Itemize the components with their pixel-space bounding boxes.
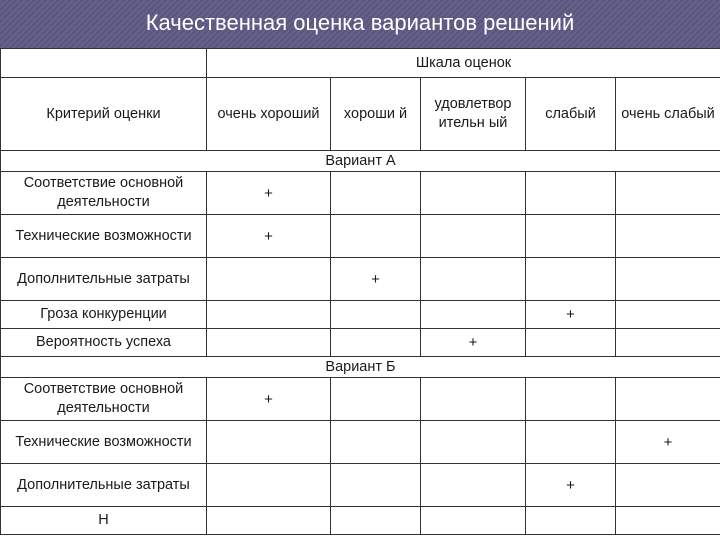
criterion-name: Гроза конкуренции	[1, 301, 207, 329]
grade-cell	[616, 507, 720, 535]
grade-mark: +	[526, 301, 616, 329]
grade-cell	[616, 172, 720, 215]
grade-mark: +	[331, 258, 421, 301]
scale-header-row	[1, 49, 720, 78]
grade-cell	[421, 172, 526, 215]
grade-cell	[331, 464, 421, 507]
grade-cell	[526, 421, 616, 464]
grade-cell	[207, 421, 331, 464]
grade-cell	[421, 301, 526, 329]
grade-cell	[616, 215, 720, 258]
variant-row	[1, 151, 720, 172]
grade-cell	[421, 421, 526, 464]
grade-header: хороши й	[331, 78, 421, 151]
criterion-row	[1, 329, 720, 357]
grade-cell	[526, 507, 616, 535]
criterion-name: Н	[1, 507, 207, 535]
grade-cell	[331, 421, 421, 464]
grade-cell	[526, 172, 616, 215]
variant-title: Вариант А	[1, 151, 720, 172]
grades-header-row	[1, 78, 720, 151]
grade-cell	[616, 464, 720, 507]
grade-mark: +	[526, 464, 616, 507]
grade-mark: +	[207, 172, 331, 215]
grade-cell	[207, 464, 331, 507]
grade-mark: +	[421, 329, 526, 357]
criterion-row	[1, 258, 720, 301]
criterion-name: Вероятность успеха	[1, 329, 207, 357]
grade-cell	[421, 258, 526, 301]
grade-cell	[421, 378, 526, 421]
grade-cell	[526, 378, 616, 421]
criterion-row	[1, 378, 720, 421]
grade-mark: +	[207, 215, 331, 258]
grade-cell	[616, 258, 720, 301]
grade-cell	[526, 329, 616, 357]
grade-cell	[207, 329, 331, 357]
variant-row	[1, 357, 720, 378]
grade-cell	[331, 172, 421, 215]
grade-header: удовлетвор ительн ый	[421, 78, 526, 151]
evaluation-table	[0, 48, 720, 535]
criterion-row	[1, 301, 720, 329]
grade-mark: +	[207, 378, 331, 421]
evaluation-sheet	[0, 48, 720, 540]
grade-cell	[207, 258, 331, 301]
criterion-name: Технические возможности	[1, 421, 207, 464]
grade-cell	[616, 301, 720, 329]
grade-cell	[616, 378, 720, 421]
grade-header: очень хороший	[207, 78, 331, 151]
slide-title: Качественная оценка вариантов решений	[145, 10, 575, 35]
criterion-name: Соответствие основной деятельности	[1, 172, 207, 215]
grade-cell	[616, 329, 720, 357]
criterion-row	[1, 464, 720, 507]
grade-cell	[331, 507, 421, 535]
criterion-name: Технические возможности	[1, 215, 207, 258]
variant-title: Вариант Б	[1, 357, 720, 378]
grade-header: очень слабый	[616, 78, 720, 151]
criterion-header: Критерий оценки	[1, 78, 207, 151]
criterion-row	[1, 215, 720, 258]
grade-cell	[421, 464, 526, 507]
grade-cell	[526, 215, 616, 258]
evaluation-table-body	[1, 49, 720, 535]
criterion-name: Дополнительные затраты	[1, 464, 207, 507]
grade-mark: +	[616, 421, 720, 464]
criterion-row	[1, 421, 720, 464]
criterion-row	[1, 172, 720, 215]
grade-cell	[331, 301, 421, 329]
criterion-name: Соответствие основной деятельности	[1, 378, 207, 421]
grade-header: слабый	[526, 78, 616, 151]
grade-cell	[331, 378, 421, 421]
blank-corner-cell	[1, 49, 207, 78]
criterion-name: Дополнительные затраты	[1, 258, 207, 301]
criterion-row	[1, 507, 720, 535]
grade-cell	[526, 258, 616, 301]
grade-cell	[331, 329, 421, 357]
scale-header: Шкала оценок	[207, 49, 720, 78]
grade-cell	[421, 507, 526, 535]
grade-cell	[331, 215, 421, 258]
grade-cell	[207, 301, 331, 329]
grade-cell	[421, 215, 526, 258]
grade-cell	[207, 507, 331, 535]
